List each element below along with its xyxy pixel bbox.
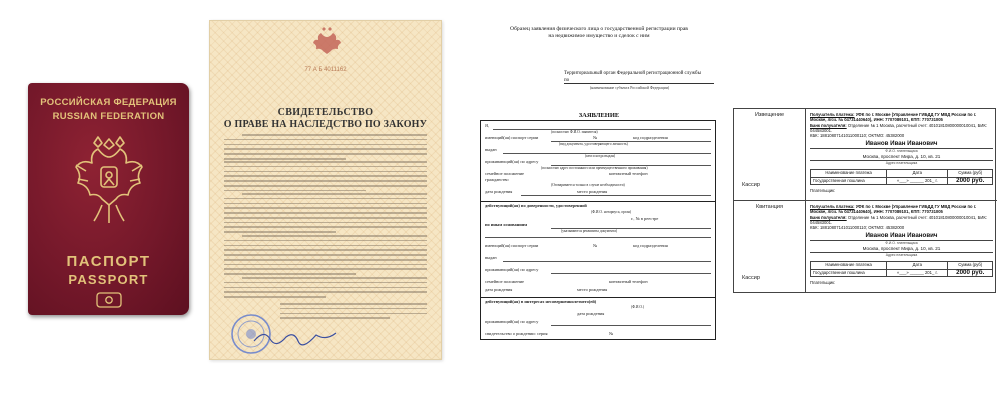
label-birth-date: дата рождения (485, 189, 513, 194)
receipt-stub-caption: Квитанция (756, 204, 783, 210)
field-address-3[interactable] (551, 325, 711, 326)
passport-title-en: PASSPORT (68, 272, 149, 287)
label-passport-2: имеющий(ая) паспорт серии (485, 243, 539, 248)
label-ya: Я, (485, 123, 490, 128)
biometric-chip-icon (96, 292, 122, 308)
receipt-stub-details (810, 204, 993, 286)
certificate-serial: 77 А Б 4011162 (304, 67, 347, 73)
payer-address-2: Москва, проспект Мира, д. 10, кв. 21 (810, 246, 993, 253)
application-header (480, 26, 718, 40)
payer-address-hint: Адрес плательщика (885, 161, 918, 166)
hint-doc-type: (вид документа, удостоверяющего личность) (559, 142, 628, 146)
bank-label-2: Банк получателя: (810, 214, 847, 220)
payment-name-cell-2: Государственная пошлина (811, 269, 887, 277)
label-division-code: код подразделения (633, 135, 668, 140)
label-birth-date-2: дата рождения (485, 287, 513, 292)
col-payment-header-2: Наименование платежа (811, 261, 887, 269)
label-residing: проживающий(ая) по адресу (485, 159, 539, 164)
application-header-line1: Образец заявления физического лица о государственной регистрации прав (510, 26, 688, 32)
receipt-cashier: Кассир (742, 182, 760, 188)
recipient-label: Получатель платежа: (810, 112, 855, 117)
payer-name-hint-2: Ф.И.О. плательщика (885, 240, 918, 245)
field-address-2[interactable] (551, 273, 711, 274)
application-office (564, 70, 714, 84)
col-date-header-2: Дата (887, 261, 948, 269)
label-number: № (593, 135, 598, 140)
payer-address-hint-2: Адрес плательщика (885, 253, 918, 258)
coat-of-arms-icon (312, 27, 342, 55)
application-office-line2: по (564, 77, 714, 84)
certificate-text-block-6 (280, 303, 427, 322)
label-citizenship: гражданство (485, 177, 509, 182)
receipt-cashier-2: Кассир (742, 275, 760, 281)
payer-signature-label: Плательщик: (810, 188, 836, 194)
certificate-subtitle: О ПРАВЕ НА НАСЛЕДСТВО ПО ЗАКОНУ (223, 119, 428, 130)
payment-date-cell: «___» ______ 201_ г. (887, 177, 948, 185)
application-title: ЗАЯВЛЕНИЕ (578, 112, 620, 119)
certificate-title: СВИДЕТЕЛЬСТВО (277, 107, 374, 118)
label-residing-3: проживающий(ая) по адресу (485, 319, 539, 324)
signature-icon (250, 327, 340, 347)
passport-cover (28, 83, 189, 315)
payer-name: Иванов Иван Иванович (810, 141, 993, 148)
bank-label: Банк получателя: (810, 122, 847, 128)
certificate-text-block-1 (224, 134, 427, 163)
receipt-notice-caption: Извещение (754, 112, 785, 118)
label-passport: имеющий(ая) паспорт серии (485, 135, 539, 140)
certificate-text-block-4 (224, 235, 427, 278)
label-marital: семейное положение (485, 171, 525, 176)
label-contact-phone: контактный телефон (609, 171, 648, 176)
label-contact-phone-2: контактный телефон (609, 279, 648, 284)
label-issued-2: выдан (485, 255, 497, 260)
field-rep-name[interactable] (485, 237, 711, 238)
label-number-3: № (609, 331, 614, 336)
kbk-line-2: КБК: 18810807141011000110; ОКТМО: 45382000 (810, 225, 905, 231)
col-sum-header: Сумма (руб) (948, 169, 993, 177)
hint-notary: (Ф.И.О. нотариуса, орган) (591, 210, 632, 214)
hint-family: (Оговаривается только в случае необходимости) (551, 183, 625, 187)
payment-table (810, 169, 993, 186)
field-birth[interactable] (521, 195, 711, 196)
certificate-text-block-3 (224, 193, 427, 236)
label-reg-number: г., № в реестре (631, 216, 659, 221)
certificate-text-block-2 (224, 161, 427, 194)
hint-grounds: (указываются реквизиты документа) (561, 229, 618, 233)
label-birth-place-2: место рождения (577, 287, 608, 292)
label-division-code-2: код подразделения (633, 243, 668, 248)
application-office-line1: Территориальный орган Федеральной регистрационной службы (564, 71, 701, 76)
passport-title-ru: ПАСПОРТ (66, 253, 151, 270)
hint-full-name: (полностью Ф.И.О. заявителя) (551, 130, 598, 134)
application-form-box (480, 120, 716, 340)
receipt-stub-half (734, 201, 997, 293)
label-residing-2: проживающий(ая) по адресу (485, 267, 539, 272)
payer-address: Москва, проспект Мира, д. 10, кв. 21 (810, 154, 993, 161)
field-issued-2[interactable] (503, 261, 711, 262)
label-birth-cert: свидетельство о рождении: серия (485, 331, 548, 336)
bank-value-2: Отделение № 1 Москва, расчетный счет: 40101810800000010041, БИК: 044583001. (810, 214, 987, 225)
payment-receipt (733, 108, 996, 293)
application-header-line2: на недвижимое имущество и сделок с ним (548, 33, 650, 39)
application-office-note: (наименование субъекта Российской Федерации) (590, 86, 670, 90)
payment-name-cell: Государственная пошлина (811, 177, 887, 185)
label-number-2: № (593, 243, 598, 248)
label-by-poa: действующий(ая) по доверенности, удостоверенной (485, 203, 587, 208)
payment-table-2 (810, 261, 993, 278)
label-marital-2: семейное положение (485, 279, 525, 284)
double-headed-eagle-icon (72, 135, 146, 231)
receipt-notice-half (734, 109, 997, 201)
kbk-line: КБК: 18810807141011000110; ОКТМО: 45382000 (810, 133, 905, 139)
passport-country-ru: РОССИЙСКАЯ ФЕДЕРАЦИЯ (40, 97, 177, 108)
hint-address: (полностью адрес постоянного или преимущественного проживания) (541, 166, 648, 170)
receipt-notice-stub (734, 109, 806, 200)
recipient-value: УФК по г. Москве (Управление ГИБДД ГУ МВД России по г. Москве, л/сч. № 04731440640), ИНН: 7707089101, КПП: 770731005 (810, 112, 977, 123)
label-birth-date-3: дата рождения (577, 311, 605, 316)
receipt-notice-details (810, 112, 993, 194)
field-full-name[interactable] (493, 129, 711, 130)
recipient-label-2: Получатель платежа: (810, 204, 855, 209)
recipient-value-2: УФК по г. Москве (Управление ГИБДД ГУ МВД России по г. Москве, л/сч. № 04731440640), ИНН: 7707089101, КПП: 770731005 (810, 204, 977, 215)
label-on-behalf: по иным основаниям (485, 222, 528, 227)
hint-minor-name: (Ф.И.О.) (631, 305, 645, 309)
payer-name-2: Иванов Иван Иванович (810, 233, 993, 240)
col-sum-header-2: Сумма (руб) (948, 261, 993, 269)
col-date-header: Дата (887, 169, 948, 177)
col-payment-header: Наименование платежа (811, 169, 887, 177)
label-birth-place: место рождения (577, 189, 608, 194)
payer-name-hint: Ф.И.О. плательщика (885, 148, 918, 153)
label-issued: выдан (485, 147, 497, 152)
hint-issued-by: (кем и когда выдан) (585, 154, 616, 158)
passport-country-en: RUSSIAN FEDERATION (52, 111, 165, 122)
bank-value: Отделение № 1 Москва, расчетный счет: 40101810800000010041, БИК: 044583001. (810, 122, 987, 133)
payment-sum-cell: 2000 руб. (948, 177, 993, 185)
registration-application (480, 26, 718, 376)
payment-sum-cell-2: 2000 руб. (948, 269, 993, 277)
certificate-text-block-5 (224, 277, 427, 301)
payer-signature-label-2: Плательщик: (810, 280, 836, 286)
inheritance-certificate (209, 20, 442, 360)
payment-date-cell-2: «___» ______ 201_ г. (887, 269, 948, 277)
label-in-interests: действующий(ая) в интересах несовершеннолетнего(ей) (485, 299, 597, 304)
receipt-stub (734, 201, 806, 293)
